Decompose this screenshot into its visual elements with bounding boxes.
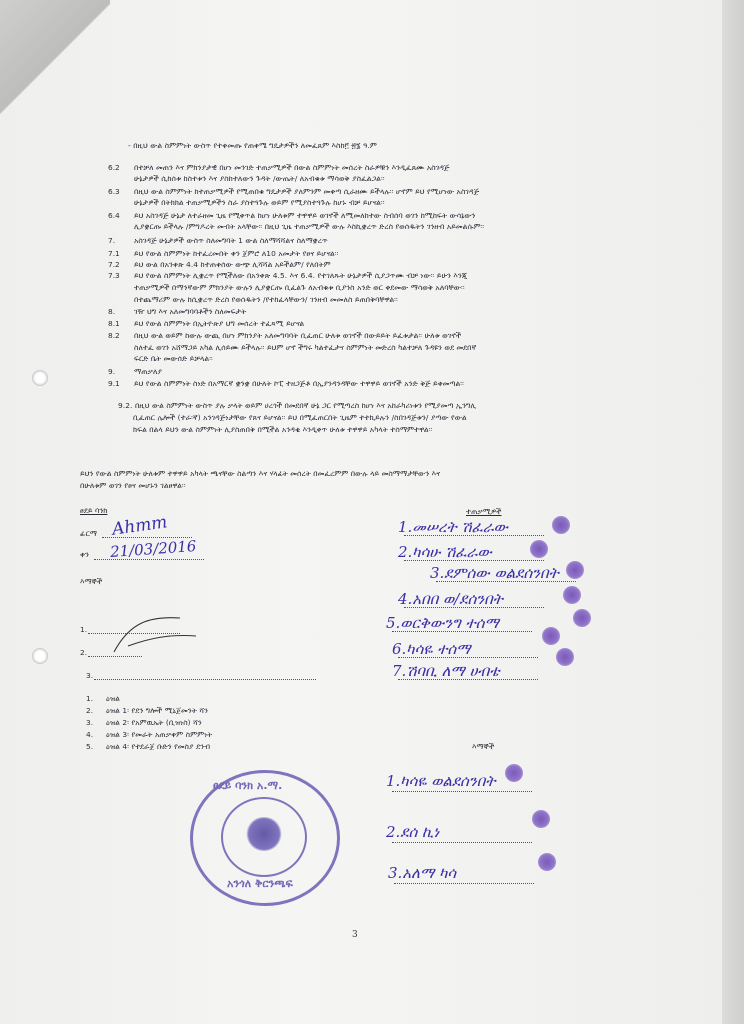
clause-text: ሊያቋርጡ ይችላሉ /ምግዶረት መብት አላቸው፡፡ በዚህ ጊዜ ተጠቃሚዎች ውሉ እስኪቋረጥ ድረስ የወሰዱትን ገንዘብ አይመልሱም፡፡	[134, 222, 485, 231]
fingerprint-icon	[563, 586, 581, 604]
beneficiary-signature: 1.መሠረት ሽፈራው	[398, 518, 508, 536]
closing-line: ይህን የውል ስምምነት ሁለቱም ተዋዋይ አካላት ጫናቸው ስልጣን እና ሃላፊት መሰረት በመፈረምም በውሉ ላይ መስማማታቸውን እና	[80, 469, 441, 478]
clause-9-2-line: 9.2. በዚህ ውል ስምምነት ውስጥ ያሉ ቃላት ወይም ሀረጎች በመደበኛ ሁኔ ጋር የሚጣረስ ከሆነ እና አከራካሪነቱን የሚያመጣ ኢንግሊ	[118, 401, 477, 410]
page-number: 3	[352, 930, 358, 940]
closing-line: በሁለቱም ወገን የፀና መሆኑን ገልፀዋል፡፡	[80, 481, 186, 490]
signature-line	[398, 679, 538, 680]
beneficiary-signature: 2.ካሳሁ ሽፈራው	[398, 543, 492, 561]
appendix-number: 5.	[86, 742, 94, 751]
beneficiary-signature: 5.ወርቅውንግ ተሰማ	[386, 614, 499, 632]
signature-line	[436, 581, 576, 582]
clause-number: 8.2	[108, 331, 120, 340]
bank-header: ፀደይ ባንክ	[80, 506, 108, 515]
clause-text: ስለተፈ ወገን አሸማጋይ አካል ሊሰይሙ ይችላሉ፡፡ ይህም ሆኖ ችግሩ ካልተፈታና ስምምነት መድረስ ካልተቻለ ጉዳዩን ወደ መደበኛ	[134, 343, 477, 352]
appendix-number: 1.	[86, 694, 94, 703]
beneficiary-signature: 3.ደምሰው ወልደሰንበት	[430, 564, 559, 582]
signature-line	[404, 560, 544, 561]
clause-text: ገዥ ህግ እና አለመግባባቶችን ስለመፍታት	[134, 307, 247, 316]
clause-number: 7.1	[108, 249, 120, 258]
appendix-number: 4.	[86, 730, 94, 739]
signature-line	[404, 535, 544, 536]
clause-text: በተቻለ መጠን እና ምክንያታዊ በሆነ መንገድ ተጠቃሚዎች በውል ስምምነት መሰረት ስራዎቹን እንዲፈጸሙ አስገዳጅ	[134, 163, 450, 172]
appendix-item: ዕዝል 3፡ የመራት አጠቃቀም ስምምነት	[106, 730, 213, 739]
fingerprint-icon	[538, 853, 556, 871]
clause-text: በዚህ ውል ወይም ከውሉ ውጪ በሆነ ምክንያት አለመግባባት ቢፈጠር ሁለቱ ወገኖች በውይይት ይፈቱታል፡፡ ሁለቱ ወገኖች	[134, 331, 462, 340]
stamp-emblem-icon	[245, 817, 283, 851]
top-clause: - በዚህ ውል ስምምነት ውስጥ የተቀመጡ የጠቀሜ ግዴታዎችን ለመፈጸም እስከ፫ ፳፮ ዓ.ም	[128, 141, 377, 150]
appendix-number: 3.	[86, 718, 94, 727]
clause-number: 6.4	[108, 211, 120, 220]
appendix-item: ዕዝል	[106, 694, 120, 703]
signature-line	[398, 657, 538, 658]
clause-number: 8.	[108, 307, 116, 316]
clause-text: ይህ የውል ስምምነት ስነድ በአማርኛ ቋንቋ በሁለት ኮፒ ተዘጋጅቶ በኢያንዳንዳቸው ተዋዋይ ወገኖች አንድ ቅጅ ይቀመጣል፡፡	[134, 379, 464, 388]
witness-signature: 2.ደሰ ኪነ	[386, 823, 440, 841]
bank-signature: Ahmm	[110, 512, 169, 540]
clause-number: 7.2	[108, 260, 120, 269]
beneficiaries-header: ተጠቃሚዎች	[466, 507, 502, 516]
page-edge	[722, 0, 744, 1024]
signature-line	[404, 607, 544, 608]
clause-text: አስገዳጅ ሁኔታዎች ውስጥ ስለመግባት 1 ውል ስለማሻሻልና ስለማቋረጥ	[134, 236, 328, 245]
punch-hole	[32, 648, 48, 664]
signature-label: ፊርማ	[80, 529, 97, 538]
punch-hole	[32, 370, 48, 386]
clause-text: ይህ የውል ስምምነት ከተፈረመበት ቀን ጀምሮ ለ10 አመታት የፀና ይሆናል፡፡	[134, 249, 339, 258]
clause-text: ሁኔታዎች በትክክል ተጠቃሚዎችን ስራ ያስተጓጉሉ ወይም የሚያስተጓጉሉ ከሆኑ ብቻ ይሆናል፡፡	[134, 198, 385, 207]
beneficiary-signature: 7.ሽባቢ ለማ ሀብቴ	[392, 662, 500, 680]
folded-corner	[0, 0, 110, 125]
fingerprint-icon	[542, 627, 560, 645]
clause-text: በተጨማሪም ውሉ ከሲቋረጥ ድረስ የወሰዱትን /የተከፈላቸውን/ ገንዘብ መመለስ ይጠበቅባቸዋል፡፡	[134, 295, 398, 304]
bank-stamp	[190, 770, 340, 906]
clause-text: ይህ የውል ስምምነት በኢትዮጵያ ህግ መሰረት ተፈጻሚ ይሆናል	[134, 319, 305, 328]
clause-text: ፍርድ ቤት መውሰድ ይቻላል፡፡	[134, 354, 213, 363]
clause-text: ሁኔታዎች ሲከሰቱ ከስተቱን እና ያስከተለውን ጉዳት /ውጤት/ ለአብቁቱ ማሳወቅ ያስፈልጋል፡፡	[134, 174, 385, 183]
fingerprint-icon	[552, 516, 570, 534]
clause-number: 7.	[108, 236, 116, 245]
witness-signature: 1.ካሳዬ ወልደሰንበት	[386, 772, 496, 790]
appendix-item: ዕዝል 2፡ የአምዉኤት (ቢዝነስ) ሻን	[106, 718, 202, 727]
fingerprint-icon	[505, 764, 523, 782]
fingerprint-icon	[530, 540, 548, 558]
stamp-top-text: ፀደይ ባንክ አ.ማ.	[213, 779, 283, 792]
beneficiary-signature: 6.ካሳዬ ተሰማ	[392, 640, 471, 658]
fingerprint-icon	[556, 648, 574, 666]
appendix-number: 2.	[86, 706, 94, 715]
clause-9-2-line: ክፍል በልላ ይህን ውል ስምምነት ሊያስጠበቅ በሚችል አንዳቂ እንዲቀጥ ሁለቱ ተዋዋይ አካላት ተስማምተዋል፡፡	[133, 425, 433, 434]
clause-9-2-line: ቢፈጠር ሌሎች (ተራ፡ኛ) አንገዳጅነታቸው የጸና ይሆናል፡፡ ይህ በሚፈጠርበት ጊዜም ተተኪይሉን /ስበገዳጅቱን/ ያጣው የውል	[133, 413, 467, 422]
stamp-bottom-text: አንጎለ ቅርንጫፍ	[227, 877, 293, 890]
clause-text: በዚህ ውል ስምምነት ከተጠቃሚዎች የሚጠበቁ ግዴታዎች ያለምንም መቀጣ ሲራዘሙ ይችላሉ፡፡ ሆኖም ይህ የሚሆነው አስገዳጅ	[134, 187, 480, 196]
clause-number: 6.3	[108, 187, 120, 196]
appendix-item: ዕዝል 4፡ የተደራጀ ቡድን የመስያ ደንብ	[106, 742, 211, 751]
clause-text: ተጠቃሚዎች በማንኛውም ምክንያት ውሉን ሊያቋርጡ ቢፈልጉ ለአብቁቱ ቢያንስ አንድ ወር ቀደመው ማሳወቅ አለባቸው፡፡	[134, 283, 465, 292]
witness-signature-scribble	[110, 612, 200, 658]
date-value: 21/03/2016	[109, 537, 197, 561]
clause-text: ማጠቃለያ	[134, 367, 162, 376]
witness-signature: 3.አለማ ካሳ	[388, 864, 457, 882]
appendix-item: ዕዝል 1፡ የደን ግሎች ሚኒጀመንት ሻን	[106, 706, 208, 715]
signature-line	[392, 791, 532, 792]
left-witness-1: 1.	[80, 625, 88, 634]
clause-number: 8.1	[108, 319, 120, 328]
signature-line	[392, 842, 532, 843]
clause-number: 6.2	[108, 163, 120, 172]
left-witness-label: እማኞች	[80, 577, 103, 586]
beneficiary-signature: 4.አበበ ወ/ደሰንበት	[398, 590, 503, 608]
date-label: ቀን	[80, 550, 90, 559]
right-witness-label: እማኞች	[472, 742, 495, 751]
clause-text: ይህ የውል ስምምነት ሊቋረጥ የሚችለው በአንቀጽ 4.5. እና 6.4. የተገለጹት ሁኔታዎች ሲያጋጥሙ ብቻ ነው፡፡ ይሁን እንጂ	[134, 271, 468, 280]
fingerprint-icon	[566, 561, 584, 579]
clause-number: 9.1	[108, 379, 120, 388]
left-witness-3: 3.	[86, 671, 94, 680]
signature-line	[392, 631, 532, 632]
fingerprint-icon	[532, 810, 550, 828]
clause-number: 7.3	[108, 271, 120, 280]
left-witness-line	[94, 679, 316, 680]
signature-line	[394, 883, 534, 884]
left-witness-2: 2.	[80, 648, 88, 657]
clause-text: ይህ ውል በአንቀጽ 4.4 ከተጠቀሰው ውጭ ሊሻሻል አይችልም/ የለበትም	[134, 260, 331, 269]
fingerprint-icon	[573, 609, 591, 627]
clause-number: 9.	[108, 367, 116, 376]
clause-text: ይህ አስገዳጅ ሁኔታ ለተራዘመ ጊዜ የሚቀጥል ከሆነ ሁለቱም ተዋዋይ ወገኖች ለሚመለከተው ስብሰባ ወገን ከሚከፍት ውሳኔውን	[134, 211, 476, 220]
